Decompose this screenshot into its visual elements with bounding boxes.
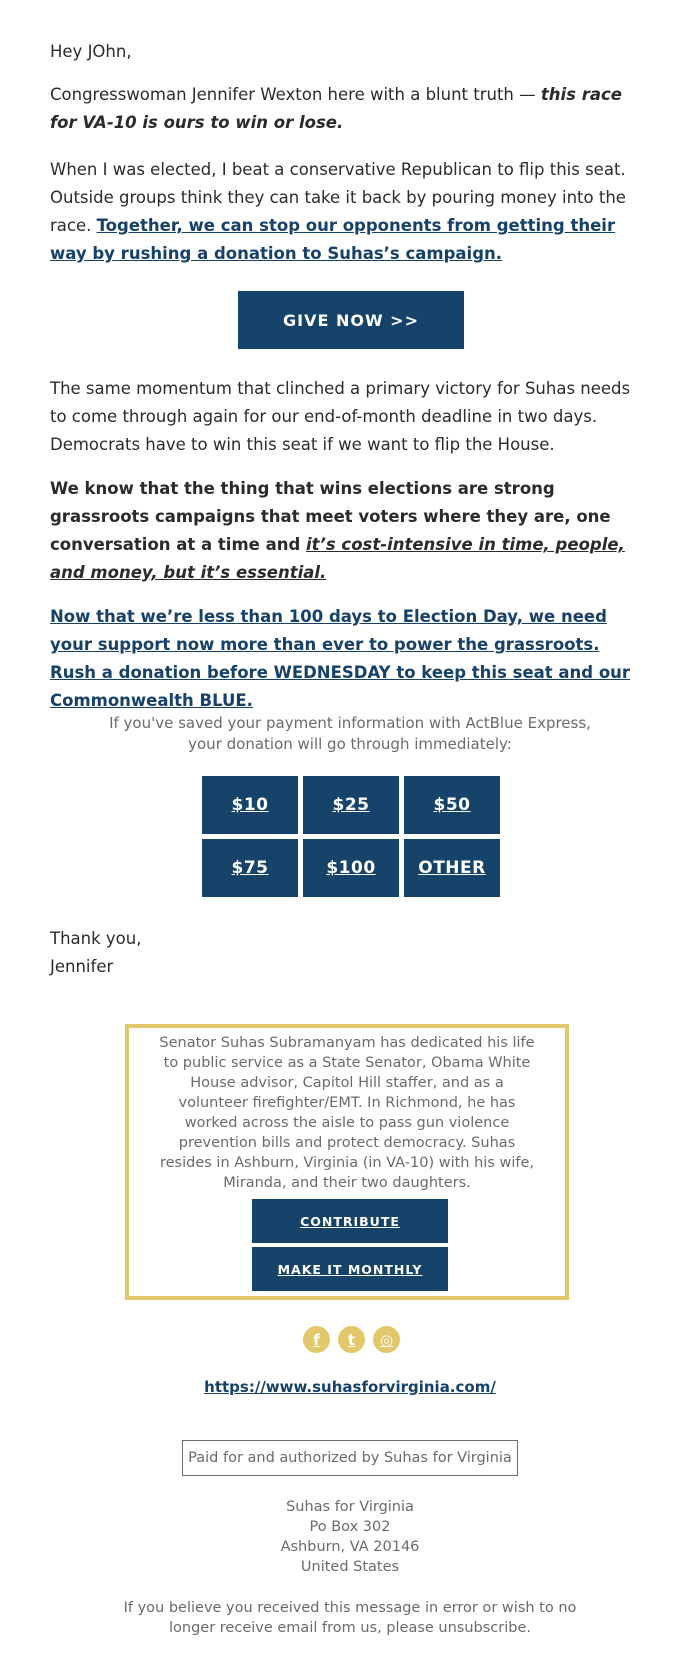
grassroots-lead: We know that the thing that wins elections are strong grassroots campaigns that meet voters where they are, one conversation at a time and — [50, 479, 611, 554]
website-link[interactable]: https://www.suhasforvirginia.com/ — [204, 1378, 496, 1396]
amount-button-10[interactable]: $10 — [202, 776, 298, 834]
amount-button-75[interactable]: $75 — [202, 839, 298, 897]
contribute-button[interactable]: CONTRIBUTE — [252, 1199, 448, 1243]
grassroots-emphasis: it’s cost-intensive in time, people, and money, but it’s essential. — [50, 535, 625, 582]
intro-emphasis: this race for VA-10 is ours to win or lose. — [50, 85, 622, 132]
facebook-icon[interactable]: f — [303, 1326, 330, 1353]
signoff-thanks: Thank you, — [50, 929, 142, 948]
paid-for-disclaimer: Paid for and authorized by Suhas for Virginia — [182, 1440, 518, 1476]
candidate-bio-box — [125, 1024, 569, 1300]
social-links — [303, 1326, 400, 1353]
grassroots-paragraph — [50, 475, 650, 587]
instagram-icon[interactable]: ◎ — [373, 1326, 400, 1353]
greeting: Hey JOhn, — [50, 42, 132, 61]
make-it-monthly-button[interactable]: MAKE IT MONTHLY — [252, 1247, 448, 1291]
amount-button-other[interactable]: OTHER — [404, 839, 500, 897]
context-paragraph — [50, 156, 650, 268]
candidate-bio-text: Senator Suhas Subramanyam has dedicated his life to public service as a State Senator, Obama White House advisor, Capitol Hill staffer, and as a volunteer firefighter/EMT. In Richmond, he has worked across the aisle to pass gun violence prevention bills and protect democracy. Suhas resides in Ashburn, Virginia (in VA-10) with his wife, Miranda, and their two daughters. — [159, 1035, 535, 1191]
signoff-name: Jennifer — [50, 957, 114, 976]
amount-button-50[interactable]: $50 — [404, 776, 500, 834]
address-box: Po Box 302 — [309, 1519, 391, 1535]
signoff — [50, 925, 141, 981]
momentum-paragraph: The same momentum that clinched a primary victory for Suhas needs to come through again for our end-of-month deadline in two days. Democrats have to win this seat if we want to flip the House. — [50, 379, 631, 454]
deadline-paragraph — [50, 603, 650, 715]
donate-inline-link[interactable]: Together, we can stop our opponents from getting their way by rushing a donation to Suhas’s campaign. — [50, 216, 616, 263]
mailing-address — [0, 1497, 700, 1577]
twitter-icon[interactable]: t — [338, 1326, 365, 1353]
address-city: Ashburn, VA 20146 — [280, 1539, 420, 1555]
deadline-donate-link[interactable]: Now that we’re less than 100 days to Election Day, we need your support now more than ever to power the grassroots. Rush a donation before WEDNESDAY to keep this seat and our Commonwealth BLUE. — [50, 607, 631, 710]
unsubscribe-note[interactable]: If you believe you received this message in error or wish to no longer receive email from us, please unsubscribe. — [123, 1600, 577, 1636]
address-country: United States — [300, 1559, 400, 1575]
website-row — [0, 1378, 700, 1396]
actblue-express-note: If you've saved your payment information with ActBlue Express, your donation will go through immediately: — [109, 714, 591, 753]
context-lead: When I was elected, I beat a conservative Republican to flip this seat. Outside groups think they can take it back by pouring money into the race. — [50, 160, 626, 235]
intro-lead: Congresswoman Jennifer Wexton here with a blunt truth — — [50, 85, 541, 104]
give-now-button[interactable]: GIVE NOW >> — [238, 291, 464, 349]
address-org: Suhas for Virginia — [286, 1499, 414, 1515]
intro-paragraph — [50, 81, 650, 137]
donation-amount-grid — [202, 776, 500, 897]
amount-button-25[interactable]: $25 — [303, 776, 399, 834]
amount-button-100[interactable]: $100 — [303, 839, 399, 897]
